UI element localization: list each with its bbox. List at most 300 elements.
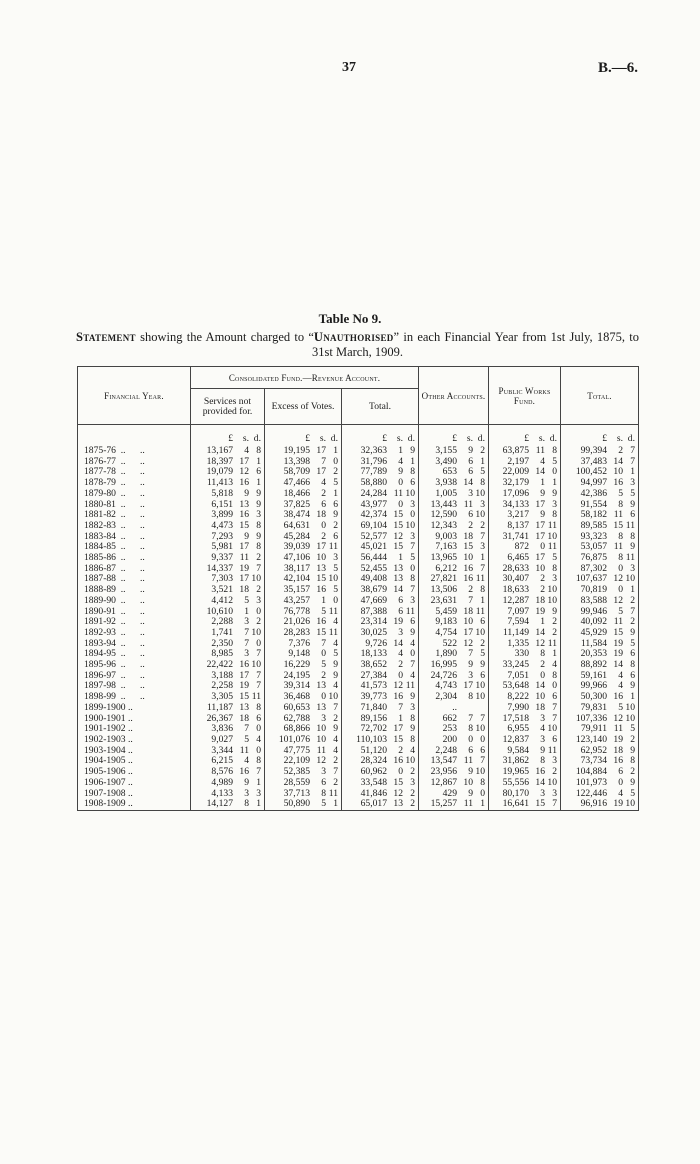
unit-shillings: s. bbox=[319, 433, 326, 444]
shillings-value: 18 bbox=[535, 594, 545, 606]
pence-value: 5 bbox=[552, 552, 557, 564]
pence-value: 4 bbox=[333, 744, 338, 756]
pounds-value: 39,039 bbox=[283, 541, 310, 553]
pence-value: 0 bbox=[333, 594, 338, 606]
pence-value: 3 bbox=[552, 787, 557, 799]
pence-value: 3 bbox=[333, 552, 338, 564]
shillings-value: 16 bbox=[239, 509, 249, 521]
shillings-value: 10 bbox=[463, 616, 473, 628]
pence-value: 4 bbox=[333, 637, 338, 649]
pounds-value: 11,187 bbox=[206, 701, 233, 713]
shillings-value: 6 bbox=[618, 766, 623, 778]
shillings-value: 9 bbox=[468, 445, 473, 456]
pounds-value: 3,155 bbox=[435, 445, 457, 456]
shillings-value: 3 bbox=[321, 766, 326, 778]
pounds-value: 47,466 bbox=[283, 477, 310, 489]
pounds-value: 21,026 bbox=[283, 616, 310, 628]
pence-value: 10 bbox=[547, 776, 557, 788]
shillings-value: 14 bbox=[535, 626, 545, 638]
unit-shillings: s. bbox=[616, 433, 623, 444]
pounds-value: 68,866 bbox=[283, 723, 310, 735]
shillings-value: 3 bbox=[244, 648, 249, 660]
pounds-value: 52,385 bbox=[283, 766, 310, 778]
pounds-value: 42,374 bbox=[360, 509, 387, 521]
shillings-value: 4 bbox=[618, 680, 623, 692]
pounds-value: 56,444 bbox=[360, 552, 387, 564]
pence-value: 10 bbox=[625, 712, 635, 724]
pence-value: 10 bbox=[475, 487, 485, 499]
pence-value: 8 bbox=[410, 733, 415, 745]
pence-value: 5 bbox=[630, 637, 635, 649]
shillings-value: 0 bbox=[398, 477, 403, 489]
pence-value: 2 bbox=[630, 594, 635, 606]
pence-value: 7 bbox=[256, 766, 261, 778]
pence-value: 6 bbox=[256, 712, 261, 724]
pounds-value: 7,990 bbox=[507, 701, 529, 713]
shillings-value: 2 bbox=[468, 584, 473, 596]
pence-value: 9 bbox=[256, 530, 261, 542]
pence-value: 2 bbox=[333, 466, 338, 478]
pence-value: 0 bbox=[256, 605, 261, 617]
unit-shillings: s. bbox=[538, 433, 545, 444]
pence-value: 9 bbox=[410, 723, 415, 735]
pounds-value: 6,465 bbox=[507, 552, 529, 564]
pounds-value: 4,743 bbox=[435, 680, 457, 692]
pounds-value: 13,443 bbox=[430, 498, 457, 510]
shillings-value: 16 bbox=[239, 659, 249, 671]
pence-value: 1 bbox=[480, 594, 485, 606]
pence-value: 2 bbox=[552, 766, 557, 778]
excess-amount-cell bbox=[265, 778, 342, 789]
shillings-value: 14 bbox=[535, 680, 545, 692]
pounds-value: 50,300 bbox=[580, 691, 607, 703]
pence-value: 6 bbox=[256, 466, 261, 478]
pence-value: 0 bbox=[256, 723, 261, 735]
pounds-value: 28,324 bbox=[360, 755, 387, 767]
pounds-value: 16,995 bbox=[430, 659, 457, 671]
pounds-value: 40,092 bbox=[580, 616, 607, 628]
shillings-value: 2 bbox=[540, 573, 545, 585]
pence-value: 10 bbox=[625, 701, 635, 713]
pounds-value: 123,140 bbox=[575, 733, 607, 745]
pence-value: 5 bbox=[552, 455, 557, 467]
pence-value: 9 bbox=[333, 509, 338, 521]
pence-value: 10 bbox=[251, 659, 261, 671]
total-amount-cell bbox=[342, 489, 419, 500]
pounds-value: 37,825 bbox=[283, 498, 310, 510]
pounds-value: 58,182 bbox=[580, 509, 607, 521]
pence-value: 1 bbox=[256, 477, 261, 489]
pounds-value: 1,335 bbox=[507, 637, 529, 649]
financial-year-cell: 1878-79 .. .. bbox=[78, 478, 191, 489]
shillings-value: 4 bbox=[398, 648, 403, 660]
pence-value: 11 bbox=[547, 637, 557, 649]
shillings-value: 12 bbox=[613, 573, 623, 585]
financial-year-cell: 1895-96 .. .. bbox=[78, 660, 191, 671]
pounds-value: 8,222 bbox=[507, 691, 529, 703]
pounds-value: 45,929 bbox=[580, 626, 607, 638]
pence-value: 7 bbox=[410, 659, 415, 671]
shillings-value: 15 bbox=[463, 541, 473, 553]
pounds-value: 4,412 bbox=[211, 594, 233, 606]
pounds-value: 16,229 bbox=[283, 659, 310, 671]
pounds-value: 37,483 bbox=[580, 455, 607, 467]
pence-value: 9 bbox=[552, 487, 557, 499]
pounds-value: 52,577 bbox=[360, 530, 387, 542]
pounds-value: 50,890 bbox=[283, 798, 310, 810]
unit-shillings: s. bbox=[242, 433, 249, 444]
pence-value: 5 bbox=[630, 487, 635, 499]
pounds-value: 8,137 bbox=[507, 519, 529, 531]
pounds-value: 28,559 bbox=[283, 776, 310, 788]
pounds-value: 9,584 bbox=[507, 744, 529, 756]
statement-text-after: ” in each Financial Year from 1st July, 1875, to 31st March, 1909. bbox=[312, 330, 639, 359]
pence-value: 3 bbox=[480, 541, 485, 553]
pounds-value: 24,726 bbox=[430, 669, 457, 681]
pounds-value: 33,245 bbox=[502, 659, 529, 671]
shillings-value: 0 bbox=[398, 669, 403, 681]
shillings-value: 13 bbox=[393, 573, 403, 585]
shillings-value: 2 bbox=[321, 487, 326, 499]
pence-value: 11 bbox=[625, 552, 635, 564]
shillings-value: 9 bbox=[468, 766, 473, 778]
pounds-value: 58,709 bbox=[283, 466, 310, 478]
pounds-value: 19,965 bbox=[502, 766, 529, 778]
pounds-value: 91,554 bbox=[580, 498, 607, 510]
pounds-value: 13,506 bbox=[430, 584, 457, 596]
table-row bbox=[78, 596, 639, 607]
pence-value: 11 bbox=[547, 519, 557, 531]
financial-year-cell: 1883-84 .. .. bbox=[78, 532, 191, 543]
pounds-value: 2,258 bbox=[211, 680, 233, 692]
shillings-value: 11 bbox=[463, 755, 473, 767]
pence-value: 10 bbox=[475, 680, 485, 692]
pence-value: 1 bbox=[333, 445, 338, 456]
pence-value: 3 bbox=[410, 498, 415, 510]
pounds-value: 72,702 bbox=[360, 723, 387, 735]
shillings-value: 8 bbox=[468, 723, 473, 735]
shillings-value: 3 bbox=[468, 669, 473, 681]
pence-value: 7 bbox=[552, 712, 557, 724]
pence-value: 7 bbox=[256, 648, 261, 660]
shillings-value: 1 bbox=[244, 605, 249, 617]
pence-value: 11 bbox=[328, 787, 338, 799]
financial-year-cell: 1904-1905 .. bbox=[78, 756, 191, 767]
shillings-value: 9 bbox=[468, 787, 473, 799]
shillings-value: 19 bbox=[613, 637, 623, 649]
services-amount-cell bbox=[191, 703, 265, 714]
pounds-value: 22,009 bbox=[502, 466, 529, 478]
pounds-value: 23,314 bbox=[360, 616, 387, 628]
shillings-value: 8 bbox=[618, 552, 623, 564]
pounds-value: 4,133 bbox=[211, 787, 233, 799]
shillings-value: 14 bbox=[613, 659, 623, 671]
shillings-value: 4 bbox=[618, 787, 623, 799]
pounds-value: 104,884 bbox=[575, 766, 607, 778]
financial-year-cell: 1903-1904 .. bbox=[78, 746, 191, 757]
pence-value: 8 bbox=[552, 445, 557, 456]
pounds-value: 79,831 bbox=[580, 701, 607, 713]
total-amount-cell bbox=[342, 703, 419, 714]
unit-pence: d. bbox=[253, 433, 261, 444]
shillings-value: 15 bbox=[393, 776, 403, 788]
shillings-value: 0 bbox=[321, 648, 326, 660]
pence-value: 8 bbox=[256, 519, 261, 531]
shillings-value: 5 bbox=[321, 659, 326, 671]
pence-value: 11 bbox=[405, 680, 415, 692]
pence-value: 9 bbox=[256, 487, 261, 499]
shillings-value: 19 bbox=[393, 616, 403, 628]
shillings-value: 14 bbox=[463, 477, 473, 489]
shillings-value: 15 bbox=[613, 626, 623, 638]
pence-value: 4 bbox=[410, 669, 415, 681]
pence-value: 0 bbox=[256, 744, 261, 756]
shillings-value: 14 bbox=[393, 637, 403, 649]
pence-value: 11 bbox=[328, 626, 338, 638]
pence-value: 5 bbox=[333, 477, 338, 489]
pw-amount-cell bbox=[489, 799, 561, 810]
pence-value: 2 bbox=[480, 519, 485, 531]
pounds-value: 3,305 bbox=[211, 691, 233, 703]
pence-value: 8 bbox=[480, 477, 485, 489]
shillings-value: 16 bbox=[613, 691, 623, 703]
shillings-value: 12 bbox=[393, 680, 403, 692]
shillings-value: 12 bbox=[535, 637, 545, 649]
pence-value: 5 bbox=[333, 648, 338, 660]
shillings-value: 18 bbox=[535, 701, 545, 713]
pence-value: 3 bbox=[256, 594, 261, 606]
shillings-value: 11 bbox=[535, 445, 545, 456]
pence-value: 9 bbox=[630, 776, 635, 788]
shillings-value: 14 bbox=[393, 584, 403, 596]
pounds-value: 13,167 bbox=[206, 445, 233, 456]
total-amount-cell bbox=[342, 799, 419, 810]
pence-value: 8 bbox=[410, 466, 415, 478]
pence-value: 2 bbox=[630, 616, 635, 628]
pw-amount-cell bbox=[489, 703, 561, 714]
shillings-value: 15 bbox=[239, 519, 249, 531]
pounds-value: 13,398 bbox=[283, 455, 310, 467]
shillings-value: 11 bbox=[613, 541, 623, 553]
shillings-value: 7 bbox=[244, 637, 249, 649]
shillings-value: 17 bbox=[463, 626, 473, 638]
pence-value: 7 bbox=[480, 755, 485, 767]
grand-amount-cell bbox=[561, 596, 639, 607]
pounds-value: 12,343 bbox=[430, 519, 457, 531]
pounds-value: 41,573 bbox=[360, 680, 387, 692]
shillings-value: 1 bbox=[321, 594, 326, 606]
pence-value: 0 bbox=[333, 455, 338, 467]
pounds-value: 96,916 bbox=[580, 798, 607, 810]
pounds-value: 47,106 bbox=[283, 552, 310, 564]
shillings-value: 11 bbox=[463, 498, 473, 510]
shillings-value: 7 bbox=[468, 594, 473, 606]
shillings-value: 7 bbox=[321, 637, 326, 649]
pounds-value: 27,821 bbox=[430, 573, 457, 585]
shillings-value: 2 bbox=[321, 669, 326, 681]
pence-value: 9 bbox=[333, 659, 338, 671]
shillings-value: 9 bbox=[398, 466, 403, 478]
shillings-value: 11 bbox=[316, 744, 326, 756]
shillings-value: 15 bbox=[316, 626, 326, 638]
pounds-value: 99,966 bbox=[580, 680, 607, 692]
shillings-value: 9 bbox=[244, 776, 249, 788]
shillings-value: 9 bbox=[244, 487, 249, 499]
shillings-value: 17 bbox=[535, 552, 545, 564]
header-services-not-provided: Services not provided for. bbox=[191, 389, 265, 425]
pence-value: 10 bbox=[475, 723, 485, 735]
pounds-value: 2,288 bbox=[211, 616, 233, 628]
header-public-works-fund: Public Works Fund. bbox=[489, 367, 561, 425]
shillings-value: 16 bbox=[239, 766, 249, 778]
other-amount-cell bbox=[419, 703, 489, 714]
shillings-value: 15 bbox=[393, 519, 403, 531]
shillings-value: 0 bbox=[321, 691, 326, 703]
pounds-value: 4,754 bbox=[435, 626, 457, 638]
pounds-value: 330 bbox=[514, 648, 529, 660]
pounds-value: 17,096 bbox=[502, 487, 529, 499]
pounds-value: 77,789 bbox=[360, 466, 387, 478]
pence-value: 7 bbox=[256, 562, 261, 574]
pence-value: 10 bbox=[475, 691, 485, 703]
pence-value: 10 bbox=[547, 530, 557, 542]
pounds-value: 110,103 bbox=[356, 733, 387, 745]
unauthorised-expenditure-table bbox=[77, 366, 639, 811]
pounds-value: 1,890 bbox=[435, 648, 457, 660]
shillings-value: 7 bbox=[468, 712, 473, 724]
shillings-value: 1 bbox=[398, 552, 403, 564]
shillings-value: 0 bbox=[618, 562, 623, 574]
shillings-value: 14 bbox=[535, 466, 545, 478]
shillings-value: 13 bbox=[316, 680, 326, 692]
pounds-value: 3,521 bbox=[211, 584, 233, 596]
pounds-value: 7,594 bbox=[507, 616, 529, 628]
services-amount-cell bbox=[191, 799, 265, 810]
pence-value: 0 bbox=[552, 680, 557, 692]
shillings-value: 8 bbox=[468, 691, 473, 703]
pounds-value: 653 bbox=[442, 466, 457, 478]
shillings-value: 12 bbox=[393, 787, 403, 799]
shillings-value: 8 bbox=[618, 530, 623, 542]
shillings-value: 3 bbox=[468, 487, 473, 499]
pounds-value: 13,547 bbox=[430, 755, 457, 767]
pounds-value: 3,344 bbox=[211, 744, 233, 756]
pence-value: 6 bbox=[630, 509, 635, 521]
pence-value: 5 bbox=[480, 466, 485, 478]
pounds-value: 101,973 bbox=[575, 776, 607, 788]
total-amount-cell bbox=[342, 778, 419, 789]
unit-pounds: £ bbox=[382, 433, 387, 444]
financial-year-cell: 1889-90 .. .. bbox=[78, 596, 191, 607]
pounds-value: 38,117 bbox=[283, 562, 310, 574]
shillings-value: 14 bbox=[535, 776, 545, 788]
shillings-value: 6 bbox=[468, 455, 473, 467]
unit-shillings: s. bbox=[466, 433, 473, 444]
shillings-value: 18 bbox=[463, 605, 473, 617]
pence-value: 7 bbox=[410, 541, 415, 553]
pence-value: 9 bbox=[630, 498, 635, 510]
shillings-value: 11 bbox=[239, 744, 249, 756]
pence-value: 10 bbox=[251, 573, 261, 585]
pounds-value: 99,946 bbox=[580, 605, 607, 617]
table-row bbox=[78, 489, 639, 500]
table-row bbox=[78, 703, 639, 714]
shillings-value: 19 bbox=[613, 733, 623, 745]
pounds-value: 12,837 bbox=[502, 733, 529, 745]
services-amount-cell bbox=[191, 596, 265, 607]
pence-value: 6 bbox=[630, 669, 635, 681]
pounds-value: 28,633 bbox=[502, 562, 529, 574]
pence-value: 7 bbox=[480, 712, 485, 724]
financial-year-cell: 1891-92 .. .. bbox=[78, 617, 191, 628]
pence-value: 1 bbox=[333, 487, 338, 499]
pence-value: 4 bbox=[410, 744, 415, 756]
pence-value: 7 bbox=[480, 530, 485, 542]
pence-value: 11 bbox=[625, 519, 635, 531]
financial-year-cell: 1887-88 .. .. bbox=[78, 574, 191, 585]
shillings-value: 0 bbox=[468, 733, 473, 745]
pw-amount-cell bbox=[489, 778, 561, 789]
shillings-value: 10 bbox=[316, 723, 326, 735]
financial-year-cell: 1885-86 .. .. bbox=[78, 553, 191, 564]
pence-value: 9 bbox=[256, 498, 261, 510]
total-amount-cell bbox=[342, 596, 419, 607]
pence-value: 10 bbox=[405, 519, 415, 531]
pence-value: 10 bbox=[547, 584, 557, 596]
statement-lead: Statement bbox=[76, 330, 136, 344]
pounds-value: 63,875 bbox=[502, 445, 529, 456]
shillings-value: 12 bbox=[613, 594, 623, 606]
pence-value: 10 bbox=[405, 487, 415, 499]
shillings-value: 3 bbox=[540, 733, 545, 745]
financial-year-cell: 1888-89 .. .. bbox=[78, 585, 191, 596]
pounds-value: 83,588 bbox=[580, 594, 607, 606]
shillings-value: 16 bbox=[393, 691, 403, 703]
shillings-value: 2 bbox=[398, 659, 403, 671]
shillings-value: 5 bbox=[618, 605, 623, 617]
shillings-value: 8 bbox=[540, 755, 545, 767]
shillings-value: 3 bbox=[398, 626, 403, 638]
pounds-value: 45,021 bbox=[360, 541, 387, 553]
pence-value: 9 bbox=[410, 445, 415, 456]
pence-value: 11 bbox=[475, 573, 485, 585]
pounds-value: 4,989 bbox=[211, 776, 233, 788]
pounds-value: 3,188 bbox=[211, 669, 233, 681]
shillings-value: 5 bbox=[618, 487, 623, 499]
pw-amount-cell bbox=[489, 489, 561, 500]
shillings-value: 15 bbox=[613, 519, 623, 531]
shillings-value: 17 bbox=[239, 573, 249, 585]
pence-value: 8 bbox=[552, 509, 557, 521]
pounds-value: 662 bbox=[442, 712, 457, 724]
pounds-value: 62,952 bbox=[580, 744, 607, 756]
pence-value: 10 bbox=[475, 766, 485, 778]
pence-value: 1 bbox=[256, 455, 261, 467]
pounds-value: 9,337 bbox=[211, 552, 233, 564]
shillings-value: 13 bbox=[239, 498, 249, 510]
pounds-value: 99,394 bbox=[580, 445, 607, 456]
pence-value: 0 bbox=[410, 509, 415, 521]
shillings-value: 19 bbox=[535, 605, 545, 617]
pence-value: 10 bbox=[547, 723, 557, 735]
shillings-value: 19 bbox=[239, 680, 249, 692]
shillings-value: 7 bbox=[468, 648, 473, 660]
pence-value: 10 bbox=[547, 594, 557, 606]
pounds-value: 43,977 bbox=[360, 498, 387, 510]
pounds-value: 23,956 bbox=[430, 766, 457, 778]
pence-value: 3 bbox=[630, 477, 635, 489]
shillings-value: 10 bbox=[463, 776, 473, 788]
